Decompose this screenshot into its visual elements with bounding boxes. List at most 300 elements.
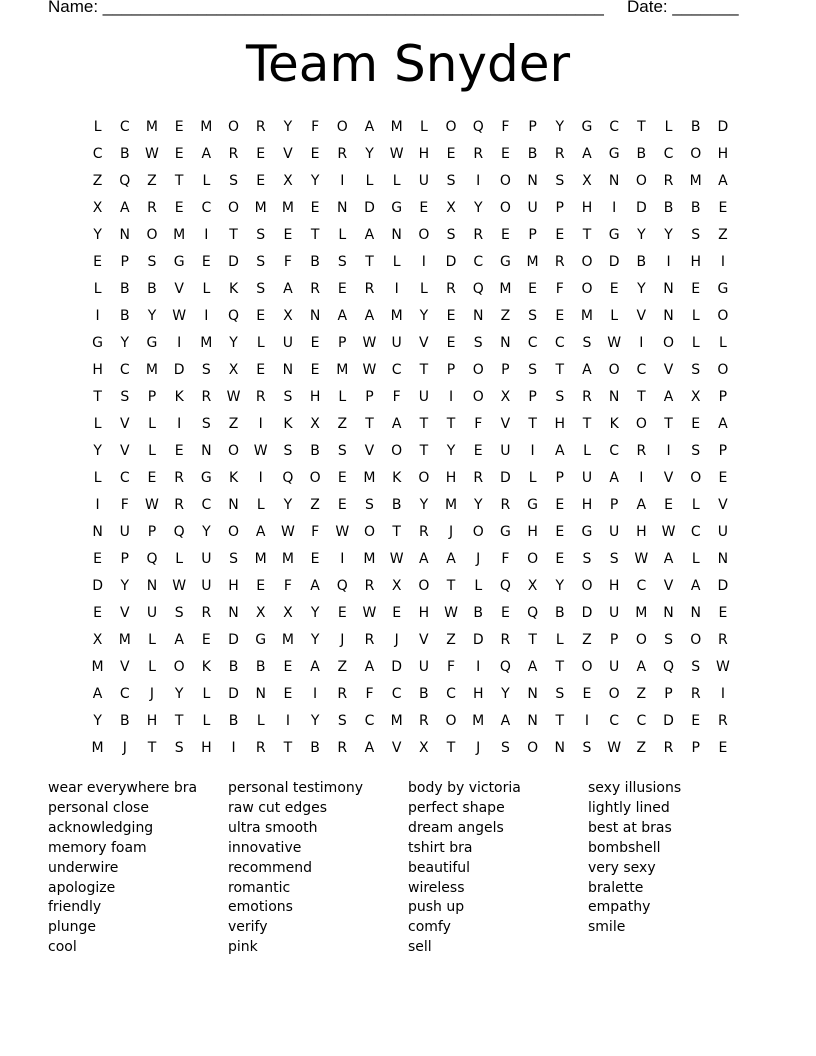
grid-letter: O — [581, 578, 593, 595]
grid-letter: Y — [93, 713, 102, 730]
grid-letter: E — [283, 686, 293, 703]
grid-letter: Y — [664, 226, 673, 243]
grid-letter: F — [311, 523, 320, 540]
grid-letter: P — [147, 523, 157, 540]
grid-letter: R — [582, 388, 592, 405]
grid-letter: V — [364, 442, 375, 459]
grid-letter: S — [147, 253, 157, 270]
grid-letter: E — [718, 740, 728, 757]
grid-letter: A — [364, 740, 375, 757]
grid-letter: E — [392, 605, 402, 622]
grid-letter: B — [119, 713, 130, 730]
grid-letter: A — [663, 388, 674, 405]
grid-letter: M — [336, 361, 349, 378]
grid-letter: V — [500, 415, 511, 432]
word-list-column — [48, 779, 228, 958]
grid-letter: D — [92, 578, 103, 595]
grid-letter: T — [446, 578, 456, 595]
grid-letter: Y — [174, 686, 184, 703]
grid-letter: I — [95, 307, 100, 324]
grid-letter: O — [391, 442, 403, 459]
grid-letter: Q — [472, 118, 484, 135]
grid-letter: X — [690, 388, 701, 405]
grid-letter: F — [120, 496, 129, 513]
grid-letter: W — [335, 523, 350, 540]
grid-letter: I — [476, 659, 481, 676]
grid-letter: D — [228, 253, 239, 270]
grid-letter: P — [609, 496, 619, 513]
grid-letter: O — [635, 632, 647, 649]
grid-letter: L — [148, 659, 156, 676]
grid-letter: Y — [555, 118, 565, 135]
grid-letter: S — [691, 226, 701, 243]
grid-letter: L — [175, 551, 184, 568]
grid-letter: C — [609, 118, 620, 135]
grid-letter: S — [446, 226, 456, 243]
grid-letter: T — [419, 361, 429, 378]
grid-letter: E — [256, 361, 266, 378]
grid-letter: M — [145, 118, 159, 135]
grid-letter: M — [526, 253, 539, 270]
grid-letter: R — [255, 388, 266, 405]
grid-letter: A — [636, 659, 647, 676]
grid-letter: L — [555, 632, 564, 649]
grid-letter: N — [228, 605, 239, 622]
grid-letter: I — [340, 172, 345, 189]
grid-letter: Z — [147, 172, 157, 189]
grid-letter: Y — [93, 226, 102, 243]
grid-letter: G — [173, 253, 185, 270]
grid-letter: X — [582, 172, 592, 189]
grid-letter: E — [446, 334, 456, 351]
grid-letter: T — [174, 172, 184, 189]
grid-letter: X — [283, 172, 293, 189]
grid-letter: K — [609, 415, 619, 432]
grid-letter: M — [145, 361, 159, 378]
grid-letter: N — [472, 307, 484, 324]
grid-letter: D — [717, 118, 729, 135]
grid-letter: O — [527, 740, 539, 757]
grid-letter: Y — [310, 713, 320, 730]
grid-letter: E — [147, 469, 157, 486]
grid-letter: T — [446, 415, 456, 432]
grid-letter: E — [283, 226, 293, 243]
grid-letter: Y — [310, 172, 320, 189]
grid-letter: B — [310, 740, 320, 757]
grid-letter: R — [446, 280, 456, 297]
grid-letter: H — [309, 388, 321, 405]
grid-letter: N — [146, 578, 158, 595]
grid-letter: E — [256, 307, 266, 324]
grid-letter: H — [418, 605, 430, 622]
grid-letter: P — [691, 740, 700, 757]
grid-letter: E — [337, 496, 347, 513]
grid-letter: N — [391, 226, 402, 243]
grid-letter: R — [690, 686, 701, 703]
grid-letter: E — [174, 442, 184, 459]
grid-letter: R — [718, 713, 728, 730]
grid-letter: W — [226, 388, 241, 405]
grid-letter: B — [310, 442, 320, 459]
grid-letter: Y — [637, 280, 646, 297]
grid-letter: R — [255, 740, 266, 757]
grid-letter: C — [554, 334, 565, 351]
grid-letter: W — [389, 551, 404, 568]
grid-letter: K — [228, 280, 239, 297]
grid-letter: C — [609, 442, 620, 459]
grid-letter: O — [472, 523, 484, 540]
grid-letter: I — [666, 253, 671, 270]
grid-letter: B — [119, 145, 130, 162]
grid-letter: S — [256, 226, 266, 243]
grid-letter: C — [391, 686, 402, 703]
grid-letter: M — [254, 199, 267, 216]
grid-letter: O — [581, 659, 593, 676]
grid-letter: S — [120, 388, 130, 405]
grid-letter: V — [663, 361, 674, 378]
grid-letter: T — [555, 713, 565, 730]
grid-letter: E — [609, 280, 619, 297]
grid-letter: O — [635, 415, 647, 432]
grid-letter: K — [283, 415, 293, 432]
grid-letter: A — [690, 578, 701, 595]
grid-letter: T — [637, 118, 646, 135]
grid-letter: O — [173, 659, 185, 676]
grid-letter: O — [663, 334, 675, 351]
grid-letter: B — [636, 145, 647, 162]
grid-letter: Y — [93, 442, 102, 459]
grid-letter: H — [418, 145, 430, 162]
grid-letter: G — [581, 523, 593, 540]
grid-letter: M — [173, 226, 186, 243]
grid-letter: Y — [202, 523, 211, 540]
grid-letter: E — [174, 199, 184, 216]
grid-letter: C — [391, 361, 402, 378]
word-list-item: personal close — [48, 799, 149, 816]
grid-letter: P — [147, 388, 157, 405]
grid-letter: N — [282, 361, 294, 378]
grid-letter: E — [174, 118, 184, 135]
grid-letter: I — [476, 172, 481, 189]
grid-letter: N — [527, 713, 538, 730]
grid-letter: F — [474, 415, 483, 432]
grid-letter: X — [419, 740, 429, 757]
grid-letter: H — [608, 578, 620, 595]
grid-letter: A — [283, 280, 293, 297]
grid-letter: O — [472, 388, 484, 405]
grid-letter: U — [717, 523, 729, 540]
grid-letter: T — [582, 415, 592, 432]
grid-letter: S — [337, 253, 347, 270]
grid-letter: E — [500, 226, 510, 243]
grid-letter: O — [228, 118, 240, 135]
grid-letter: W — [444, 605, 458, 622]
grid-letter: H — [527, 523, 538, 540]
grid-letter: T — [582, 226, 592, 243]
grid-letter: N — [608, 172, 620, 189]
grid-letter: C — [119, 361, 130, 378]
grid-letter: E — [664, 496, 673, 513]
grid-letter: P — [609, 632, 619, 649]
grid-letter: F — [447, 659, 456, 676]
grid-letter: R — [663, 740, 674, 757]
grid-letter: E — [283, 659, 293, 676]
grid-letter: G — [200, 469, 212, 486]
grid-letter: L — [719, 334, 727, 351]
grid-letter: E — [446, 307, 456, 324]
grid-letter: E — [555, 523, 565, 540]
grid-letter: Y — [419, 307, 429, 324]
grid-letter: N — [255, 686, 266, 703]
grid-letter: D — [391, 659, 403, 676]
grid-letter: Y — [229, 334, 238, 351]
grid-letter: I — [421, 253, 426, 270]
grid-letter: R — [147, 199, 157, 216]
grid-letter: D — [608, 253, 620, 270]
grid-letter: E — [555, 307, 565, 324]
grid-letter: D — [173, 361, 185, 378]
grid-letter: L — [338, 388, 347, 405]
grid-letter: W — [172, 307, 187, 324]
word-list-item: apologize — [48, 879, 116, 896]
word-list-item: bombshell — [588, 839, 661, 856]
grid-letter: I — [394, 280, 399, 297]
grid-letter: X — [500, 388, 511, 405]
grid-letter: Y — [446, 442, 456, 459]
grid-letter: G — [499, 523, 511, 540]
grid-letter: L — [419, 280, 428, 297]
grid-letter: Z — [92, 172, 103, 189]
grid-letter: G — [255, 632, 267, 649]
grid-letter: S — [446, 172, 456, 189]
grid-letter: V — [119, 605, 130, 622]
grid-letter: O — [228, 442, 240, 459]
grid-letter: Y — [147, 307, 157, 324]
word-list-item: underwire — [48, 859, 119, 876]
grid-letter: B — [119, 280, 130, 297]
grid-letter: Y — [310, 605, 320, 622]
grid-letter: H — [228, 578, 239, 595]
grid-letter: N — [608, 388, 620, 405]
word-list-item: tshirt bra — [408, 839, 473, 856]
grid-letter: A — [718, 415, 728, 432]
grid-letter: L — [474, 578, 483, 595]
grid-letter: X — [283, 307, 293, 324]
grid-letter: O — [608, 361, 620, 378]
grid-letter: Y — [473, 199, 483, 216]
grid-letter: B — [473, 605, 484, 622]
grid-letter: P — [718, 442, 728, 459]
word-list-column — [408, 779, 588, 958]
grid-letter: Y — [283, 496, 293, 513]
grid-letter: A — [92, 686, 103, 703]
grid-letter: Q — [119, 172, 131, 189]
grid-letter: E — [310, 551, 320, 568]
grid-letter: R — [663, 172, 674, 189]
grid-letter: V — [119, 442, 130, 459]
grid-letter: T — [664, 415, 673, 432]
grid-letter: A — [337, 307, 348, 324]
grid-letter: I — [720, 686, 725, 703]
grid-letter: L — [256, 496, 265, 513]
word-list-item: smile — [588, 919, 626, 936]
grid-letter: H — [581, 496, 593, 513]
grid-letter: I — [639, 334, 644, 351]
grid-letter: C — [473, 253, 484, 270]
grid-letter: A — [582, 361, 592, 378]
grid-letter: D — [472, 632, 484, 649]
grid-letter: L — [419, 118, 428, 135]
grid-letter: G — [527, 496, 539, 513]
grid-letter: I — [530, 442, 535, 459]
grid-letter: E — [446, 145, 456, 162]
grid-letter: B — [690, 118, 701, 135]
word-list-item: acknowledging — [48, 819, 154, 836]
grid-letter: A — [582, 145, 592, 162]
grid-letter: E — [500, 145, 510, 162]
grid-letter: O — [418, 469, 430, 486]
grid-letter: M — [200, 118, 213, 135]
word-list-item: innovative — [228, 839, 302, 856]
grid-letter: B — [636, 253, 647, 270]
grid-letter: R — [473, 226, 484, 243]
grid-letter: M — [390, 118, 403, 135]
grid-letter: C — [201, 496, 212, 513]
grid-letter: W — [661, 523, 676, 540]
grid-letter: V — [663, 469, 674, 486]
grid-letter: O — [499, 172, 511, 189]
grid-letter: C — [119, 118, 130, 135]
grid-letter: O — [445, 713, 457, 730]
grid-letter: W — [362, 334, 377, 351]
grid-letter: S — [582, 740, 592, 757]
grid-letter: U — [609, 659, 620, 676]
grid-letter: M — [281, 632, 294, 649]
grid-letter: U — [418, 388, 429, 405]
grid-letter: O — [581, 280, 593, 297]
word-list-item: ultra smooth — [228, 819, 318, 836]
grid-letter: T — [555, 361, 565, 378]
grid-letter: W — [253, 442, 268, 459]
grid-letter: R — [201, 605, 212, 622]
grid-letter: D — [228, 632, 239, 649]
grid-letter: S — [473, 334, 483, 351]
grid-letter: P — [528, 118, 537, 135]
grid-letter: R — [418, 713, 429, 730]
grid-letter: H — [472, 686, 484, 703]
grid-letter: L — [93, 118, 102, 135]
grid-letter: V — [718, 496, 728, 513]
grid-letter: S — [555, 686, 565, 703]
grid-letter: E — [500, 605, 510, 622]
grid-letter: E — [555, 551, 565, 568]
grid-letter: N — [663, 307, 674, 324]
grid-letter: N — [92, 523, 103, 540]
grid-letter: S — [256, 253, 266, 270]
grid-letter: O — [336, 118, 348, 135]
grid-letter: E — [93, 605, 103, 622]
grid-letter: F — [555, 280, 564, 297]
grid-letter: I — [666, 442, 671, 459]
grid-letter: E — [691, 415, 701, 432]
grid-letter: I — [177, 334, 182, 351]
grid-letter: N — [663, 280, 674, 297]
grid-letter: R — [473, 469, 484, 486]
grid-letter: W — [634, 551, 649, 568]
grid-letter: B — [147, 280, 157, 297]
grid-letter: U — [282, 334, 294, 351]
grid-letter: G — [146, 334, 158, 351]
word-list-item: verify — [228, 919, 268, 936]
grid-letter: C — [609, 713, 620, 730]
word-list — [48, 779, 768, 958]
grid-letter: R — [554, 145, 565, 162]
grid-letter: M — [281, 551, 294, 568]
grid-letter: S — [283, 442, 293, 459]
grid-letter: E — [528, 280, 538, 297]
grid-letter: A — [554, 442, 565, 459]
grid-letter: Q — [336, 578, 348, 595]
grid-letter: M — [118, 632, 131, 649]
grid-letter: N — [337, 199, 348, 216]
grid-letter: F — [283, 253, 292, 270]
grid-letter: T — [310, 226, 320, 243]
grid-letter: Y — [419, 496, 429, 513]
grid-letter: Y — [365, 145, 374, 162]
grid-letter: C — [364, 713, 375, 730]
word-list-item: push up — [408, 899, 465, 916]
grid-letter: D — [364, 199, 375, 216]
grid-letter: I — [204, 226, 209, 243]
grid-letter: Z — [500, 307, 511, 324]
grid-letter: L — [93, 415, 102, 432]
word-list-item: very sexy — [588, 859, 656, 876]
grid-letter: M — [689, 172, 702, 189]
grid-letter: W — [172, 578, 187, 595]
grid-letter: A — [609, 469, 619, 486]
word-list-item: recommend — [228, 859, 312, 876]
grid-letter: C — [446, 686, 456, 703]
grid-letter: E — [93, 253, 103, 270]
grid-letter: M — [91, 740, 104, 757]
grid-letter: Q — [146, 551, 158, 568]
grid-letter: M — [580, 307, 594, 324]
word-list-item: dream angels — [408, 819, 504, 836]
grid-letter: O — [445, 118, 457, 135]
grid-letter: Z — [310, 496, 320, 513]
grid-letter: B — [255, 659, 266, 676]
grid-letter: L — [528, 469, 537, 486]
grid-letter: N — [554, 740, 566, 757]
grid-letter: X — [527, 578, 538, 595]
grid-letter: D — [228, 686, 239, 703]
grid-letter: W — [362, 361, 377, 378]
grid-letter: D — [581, 605, 593, 622]
grid-letter: F — [311, 118, 320, 135]
grid-letter: R — [310, 280, 320, 297]
word-list-item: perfect shape — [408, 799, 505, 816]
word-list-item: pink — [228, 939, 258, 956]
grid-letter: P — [528, 388, 537, 405]
grid-letter: M — [635, 605, 648, 622]
grid-letter: D — [635, 199, 647, 216]
grid-letter: N — [663, 605, 674, 622]
grid-letter: S — [691, 442, 701, 459]
grid-letter: H — [92, 361, 103, 378]
grid-letter: A — [119, 199, 130, 216]
word-list-item: bralette — [588, 879, 644, 896]
grid-letter: N — [527, 172, 538, 189]
